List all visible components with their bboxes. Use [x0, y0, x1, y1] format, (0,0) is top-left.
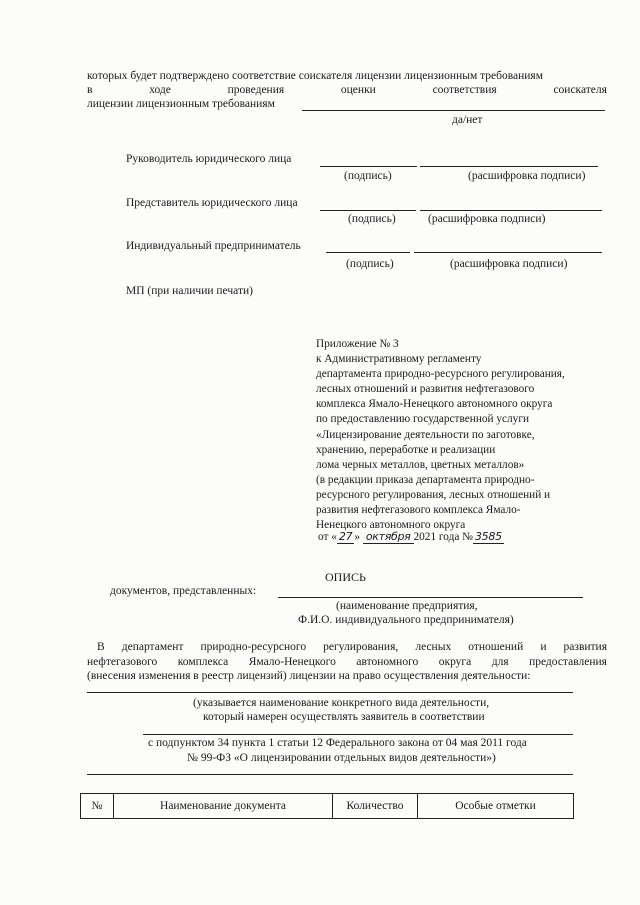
activity-caption-2: который намерен осуществлять заявитель в соответствии — [203, 711, 485, 723]
word: регулирования, — [323, 641, 399, 653]
head-name-field[interactable] — [420, 166, 598, 167]
ip-name-caption: (расшифровка подписи) — [450, 258, 568, 270]
appendix-line: к Административному регламенту — [316, 353, 482, 366]
ip-sign-caption: (подпись) — [346, 258, 394, 270]
appendix-line: комплекса Ямало-Ненецкого автономного округа — [316, 398, 553, 411]
date-number: 3585 — [474, 530, 502, 543]
activity-caption-1: (указывается наименование конкретного вида деятельности, — [193, 697, 490, 709]
yes-no-field[interactable] — [302, 110, 605, 111]
ip-label: Индивидуальный предприниматель — [126, 240, 301, 252]
col-quantity-header: Количество — [333, 794, 418, 819]
para-line-3: (внесения изменения в реестр лицензий) лицензии на право осуществления деятельности: — [87, 670, 531, 682]
organization-caption-2: Ф.И.О. индивидуального предпринимателя) — [298, 614, 514, 626]
ip-name-field[interactable] — [414, 252, 602, 253]
word: предоставления — [529, 656, 607, 668]
stamp-label: МП (при наличии печати) — [126, 285, 253, 297]
top-line-2 — [87, 84, 607, 96]
word: Ямало-Ненецкого — [248, 656, 336, 668]
appendix-line: лесных отношений и развития нефтегазового — [316, 383, 535, 396]
date-day: 27 — [338, 530, 353, 543]
appendix-line: «Лицензирование деятельности по заготовке, — [316, 428, 535, 441]
documents-table — [80, 793, 574, 819]
word: оценки — [340, 84, 376, 96]
appendix-line: хранению, переработке и реализации — [316, 443, 496, 456]
head-signature-field[interactable] — [320, 166, 417, 167]
word: департамент — [121, 641, 184, 653]
rep-name-caption: (расшифровка подписи) — [428, 213, 546, 225]
col-name-header: Наименование документа — [114, 794, 333, 819]
word: соискателя — [553, 84, 607, 96]
appendix-line: по предоставлению государственной услуги — [316, 413, 530, 426]
activity-field-3[interactable] — [87, 774, 573, 775]
date-mid: » — [354, 531, 360, 543]
head-label: Руководитель юридического лица — [126, 153, 292, 165]
appendix-line: Ненецкого автономного округа — [316, 519, 466, 532]
word: соответствия — [432, 84, 497, 96]
organization-caption-1: (наименование предприятия, — [336, 600, 478, 612]
inventory-title: ОПИСЬ — [325, 570, 366, 584]
date-month: октября — [363, 530, 414, 544]
rep-signature-field[interactable] — [320, 210, 416, 211]
rep-name-field[interactable] — [420, 210, 602, 211]
appendix-block — [316, 337, 565, 533]
appendix-line: развития нефтегазового комплекса Ямало- — [316, 504, 521, 517]
word: лесных — [415, 641, 452, 653]
appendix-date — [318, 530, 504, 544]
word: в — [87, 84, 93, 96]
word: В — [97, 641, 105, 653]
top-line-3: лицензии лицензионным требованиям — [87, 98, 275, 110]
word: автономного — [356, 656, 419, 668]
word: природно-ресурсного — [200, 641, 307, 653]
col-notes-header: Особые отметки — [418, 794, 574, 819]
rep-label: Представитель юридического лица — [126, 197, 298, 209]
appendix-line: ресурсного регулирования, лесных отношений и — [316, 488, 551, 501]
yes-no-caption: да/нет — [452, 114, 483, 126]
top-line-1: которых будет подтверждено соответствие соискателя лицензии лицензионным требованиям — [87, 70, 543, 82]
word: отношений — [468, 641, 524, 653]
date-year: 2021 года № — [413, 531, 473, 543]
para-line-1 — [97, 641, 607, 653]
word: и — [540, 641, 547, 653]
word: проведения — [227, 84, 285, 96]
activity-field-2[interactable] — [143, 734, 573, 735]
appendix-line: лома черных металлов, цветных металлов» — [316, 458, 525, 471]
table-header-row — [81, 794, 574, 819]
word: ходе — [149, 84, 171, 96]
appendix-line: департамента природно-ресурсного регулирования, — [316, 368, 565, 381]
word: развития — [563, 641, 607, 653]
law-line-2: № 99-ФЗ «О лицензировании отдельных видов деятельности») — [187, 752, 496, 764]
head-sign-caption: (подпись) — [344, 170, 392, 182]
activity-field-1[interactable] — [87, 692, 573, 693]
law-line-1: с подпунктом 34 пункта 1 статьи 12 Федерального закона от 04 мая 2011 года — [148, 737, 527, 749]
appendix-line: (в редакции приказа департамента природно- — [316, 473, 535, 486]
col-number-header: № — [81, 794, 114, 819]
head-name-caption: (расшифровка подписи) — [468, 170, 586, 182]
word: комплекса — [177, 656, 229, 668]
date-prefix: от « — [318, 531, 337, 543]
docs-label: документов, представленных: — [110, 585, 257, 597]
appendix-line: Приложение № 3 — [316, 338, 399, 350]
word: для — [491, 656, 509, 668]
rep-sign-caption: (подпись) — [348, 213, 396, 225]
ip-signature-field[interactable] — [326, 252, 410, 253]
organization-field[interactable] — [278, 597, 583, 598]
word: нефтегазового — [87, 656, 158, 668]
word: округа — [438, 656, 472, 668]
para-line-2 — [87, 656, 607, 668]
